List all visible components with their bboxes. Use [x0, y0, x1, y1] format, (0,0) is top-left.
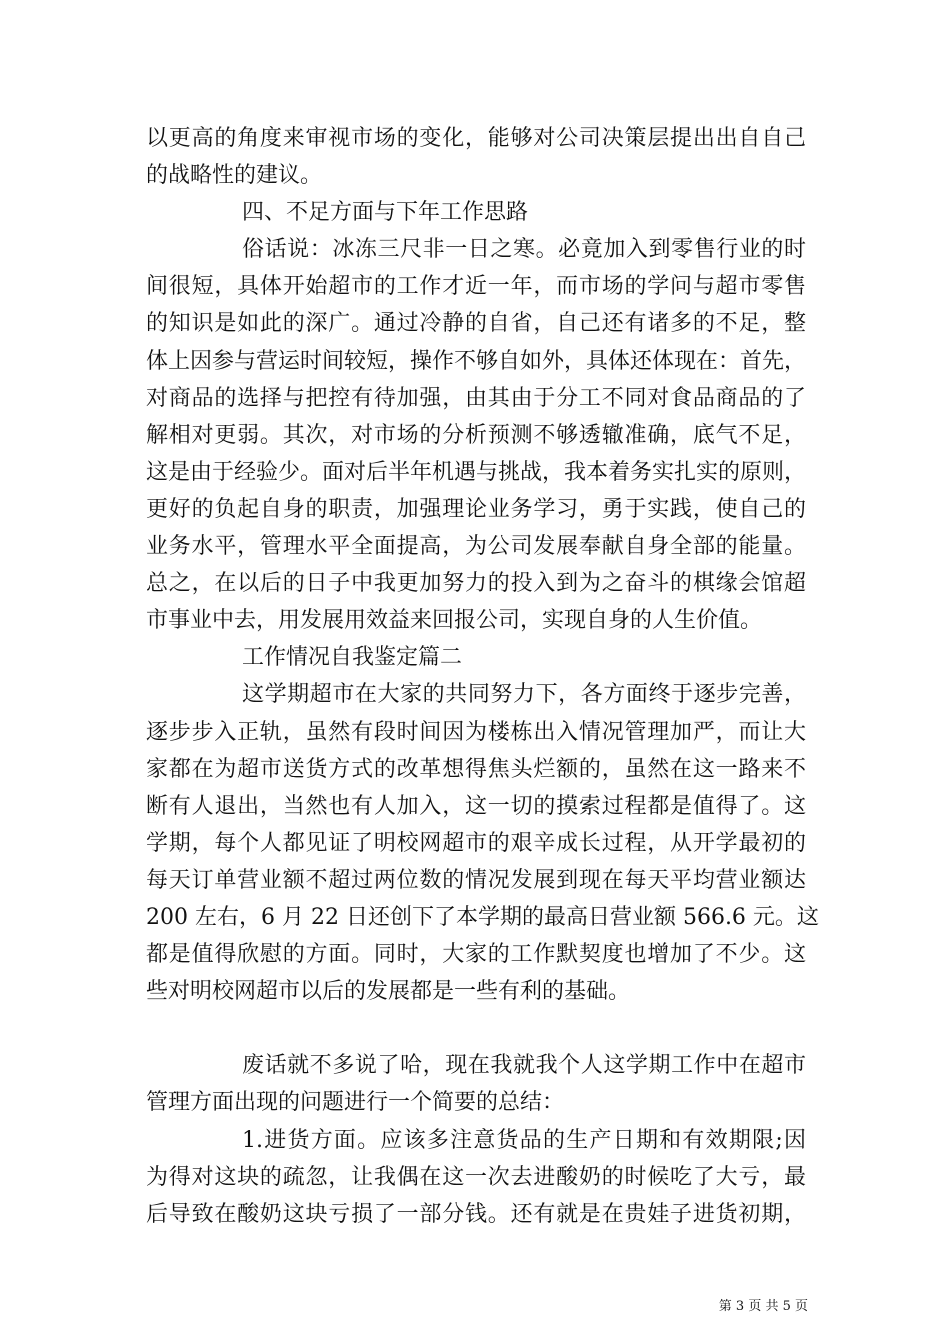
text-line: 为得对这块的疏忽，让我偶在这一次去进酸奶的时候吃了大亏，最: [146, 1164, 806, 1190]
text-line: 管理方面出现的问题进行一个简要的总结：: [146, 1090, 565, 1116]
section-heading: 工作情况自我鉴定篇二: [242, 645, 463, 671]
text-line: 都是值得欣慰的方面。同时，大家的工作默契度也增加了不少。这: [146, 942, 806, 968]
blank-line: [146, 1010, 806, 1047]
text-line: 的知识是如此的深广。通过冷静的自省，自己还有诸多的不足，整: [146, 311, 806, 337]
text-line: 每天订单营业额不超过两位数的情况发展到现在每天平均营业额达: [146, 867, 806, 893]
text-line: 这是由于经验少。面对后半年机遇与挑战，我本着务实扎实的原则，: [146, 459, 807, 485]
text-line: 以更高的角度来审视市场的变化，能够对公司决策层提出出自自己: [146, 126, 806, 151]
text-line: 业务水平，管理水平全面提高，为公司发展奉献自身全部的能量。: [146, 534, 806, 560]
text-line: 200 左右，6 月 22 日还创下了本学期的最高日营业额 566.6 元。这: [146, 904, 819, 930]
text-line: 家都在为超市送货方式的改革想得焦头烂额的，虽然在这一路来不: [146, 756, 806, 782]
text-line: 解相对更弱。其次，对市场的分析预测不够透辙准确，底气不足，: [146, 422, 806, 448]
text-line: 市事业中去，用发展用效益来回报公司，实现自身的人生价值。: [146, 608, 763, 634]
document-body: [146, 120, 819, 1233]
text-line: 俗话说：冰冻三尺非一日之寒。必竟加入到零售行业的时: [242, 237, 806, 263]
text-line: 逐步步入正轨，虽然有段时间因为楼栋出入情况管理加严，而让大: [146, 719, 806, 745]
text-line: 间很短，具体开始超市的工作才近一年，而市场的学问与超市零售: [146, 274, 806, 300]
section-heading: 四、不足方面与下年工作思路: [242, 200, 529, 226]
text-line: 些对明校网超市以后的发展都是一些有利的基础。: [146, 979, 631, 1005]
text-line: 这学期超市在大家的共同努力下，各方面终于逐步完善，: [242, 682, 806, 708]
text-line: 断有人退出，当然也有人加入，这一切的摸索过程都是值得了。这: [146, 793, 806, 819]
text-line: 的战略性的建议。: [146, 163, 323, 189]
text-line: 对商品的选择与把控有待加强，由其由于分工不同对食品商品的了: [146, 385, 806, 411]
text-line: 废话就不多说了哈，现在我就我个人这学期工作中在超市: [242, 1053, 806, 1079]
text-line: 总之，在以后的日子中我更加努力的投入到为之奋斗的棋缘会馆超: [146, 571, 806, 597]
text-line: 1.进货方面。应该多注意货品的生产日期和有效期限;因: [242, 1127, 806, 1153]
text-line: 后导致在酸奶这块亏损了一部分钱。还有就是在贵娃子进货初期，: [146, 1201, 806, 1227]
page-number-footer: 第 3 页 共 5 页: [718, 1299, 808, 1314]
text-line: 更好的负起自身的职责，加强理论业务学习，勇于实践，使自己的: [146, 496, 806, 522]
text-line: 学期，每个人都见证了明校网超市的艰辛成长过程，从开学最初的: [146, 830, 806, 856]
text-line: 体上因参与营运时间较短，操作不够自如外，具体还体现在：首先，: [146, 348, 807, 374]
